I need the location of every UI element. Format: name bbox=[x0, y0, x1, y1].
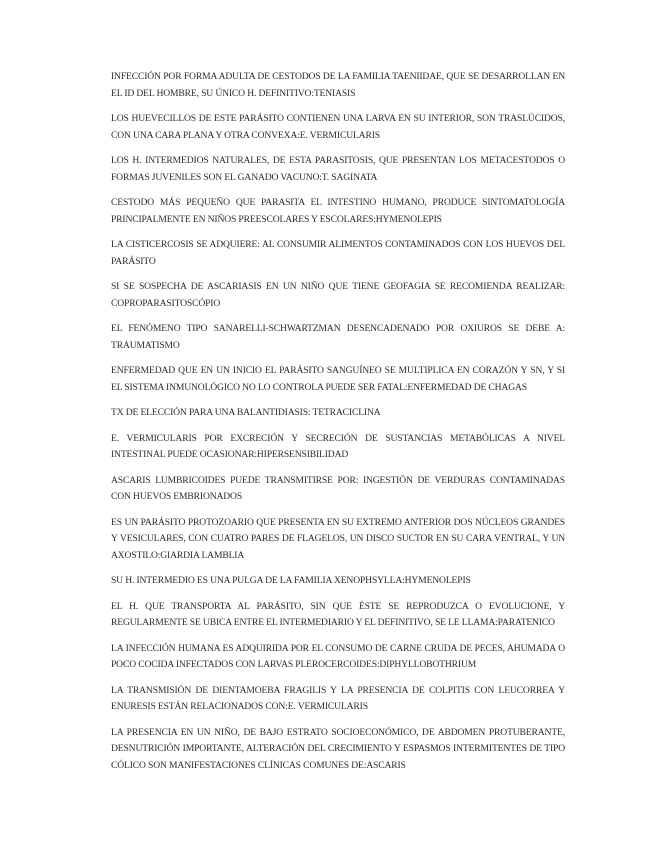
question-item: ASCARIS LUMBRICOIDES PUEDE TRANSMITIRSE POR: INGESTIÓN DE VERDURAS CONTAMINADAS CON HUEVOS EMBRIONADOS bbox=[111, 474, 565, 502]
question-item: LA CISTICERCOSIS SE ADQUIERE: AL CONSUMIR ALIMENTOS CONTAMINADOS CON LOS HUEVOS DEL PARÁSITO bbox=[111, 239, 565, 267]
question-item: TX DE ELECCIÓN PARA UNA BALANTIDIASIS: TETRACICLINA bbox=[111, 407, 381, 418]
question-item: SI SE SOSPECHA DE ASCARIASIS EN UN NIÑO QUE TIENE GEOFAGIA SE RECOMIENDA REALIZAR: COPROPARASITOSCÓPIO bbox=[111, 281, 565, 309]
question-item: INFECCIÓN POR FORMA ADULTA DE CESTODOS DE LA FAMILIA TAENIIDAE, QUE SE DESARROLLAN EN EL ID DEL HOMBRE, SU ÚNICO H. DEFINITIVO:TENIASIS bbox=[111, 71, 565, 99]
question-item: LOS H. INTERMEDIOS NATURALES, DE ESTA PARASITOSIS, QUE PRESENTAN LOS METACESTODOS O FORMAS JUVENILES SON EL GANADO VACUNO:T. SAGINATA bbox=[111, 155, 565, 183]
question-item: ENFERMEDAD QUE EN UN INICIO EL PARÁSITO SANGUÍNEO SE MULTIPLICA EN CORAZÓN Y SN, Y SI EL SISTEMA INMUNOLÓGICO NO LO CONTROLA PUEDE SER FATAL:ENFERMEDAD DE CHAGAS bbox=[111, 365, 565, 393]
question-item: ES UN PARÁSITO PROTOZOARIO QUE PRESENTA EN SU EXTREMO ANTERIOR DOS NÚCLEOS GRANDES Y VESICULARES, CON CUATRO PARES DE FLAGELOS, UN DISCO SUCTOR EN SU CARA VENTRAL, Y UN AXOSTILO:GIARDIA LAMBLIA bbox=[111, 516, 565, 561]
question-item: E. VERMICULARIS POR EXCRECIÓN Y SECRECIÓN DE SUSTANCIAS METABÓLICAS A NIVEL INTESTINAL PUEDE OCASIONAR:HIPERSENSIBILIDAD bbox=[111, 432, 565, 460]
question-item: LA INFECCIÓN HUMANA ES ADQUIRIDA POR EL CONSUMO DE CARNE CRUDA DE PECES, AHUMADA O POCO COCIDA INFECTADOS CON LARVAS PLEROCERCOIDES:DIPHYLLOBOTHRIUM bbox=[111, 642, 565, 670]
question-list bbox=[111, 69, 565, 783]
question-item: LA TRANSMISIÓN DE DIENTAMOEBA FRAGILIS Y LA PRESENCIA DE COLPITIS CON LEUCORREA Y ENURESIS ESTÁN RELACIONADOS CON:E. VERMICULARIS bbox=[111, 684, 565, 712]
question-item: EL FENÓMENO TIPO SANARELLI-SCHWARTZMAN DESENCADENADO POR OXIUROS SE DEBE A: TRAUMATISMO bbox=[111, 323, 565, 351]
question-item: SU H. INTERMEDIO ES UNA PULGA DE LA FAMILIA XENOPHSYLLA:HYMENOLEPIS bbox=[111, 575, 471, 586]
question-item: LOS HUEVECILLOS DE ESTE PARÁSITO CONTIENEN UNA LARVA EN SU INTERIOR, SON TRASLÚCIDOS, CON UNA CARA PLANA Y OTRA CONVEXA:E. VERMICULARIS bbox=[111, 113, 565, 141]
question-item: CESTODO MÁS PEQUEÑO QUE PARASITA EL INTESTINO HUMANO, PRODUCE SINTOMATOLOGÍA PRINCIPALMENTE EN NIÑOS PREESCOLARES Y ESCOLARES:HYMENOLEPIS bbox=[111, 197, 565, 225]
question-item: LA PRESENCIA EN UN NIÑO, DE BAJO ESTRATO SOCIOECONÓMICO, DE ABDOMEN PROTUBERANTE, DESNUTRICIÓN IMPORTANTE, ALTERACIÓN DEL CRECIMIENTO Y ESPASMOS INTERMITENTES DE TIPO CÓLICO SON MANIFESTACIONES CLÍNICAS COMUNES DE:ASCARIS bbox=[111, 726, 565, 771]
question-item: EL H. QUE TRANSPORTA AL PARÁSITO, SIN QUE ÉSTE SE REPRODUZCA O EVOLUCIONE, Y REGULARMENTE SE UBICA ENTRE EL INTERMEDIARIO Y EL DEFINITIVO, SE LE LLAMA:PARATENICO bbox=[111, 600, 565, 628]
